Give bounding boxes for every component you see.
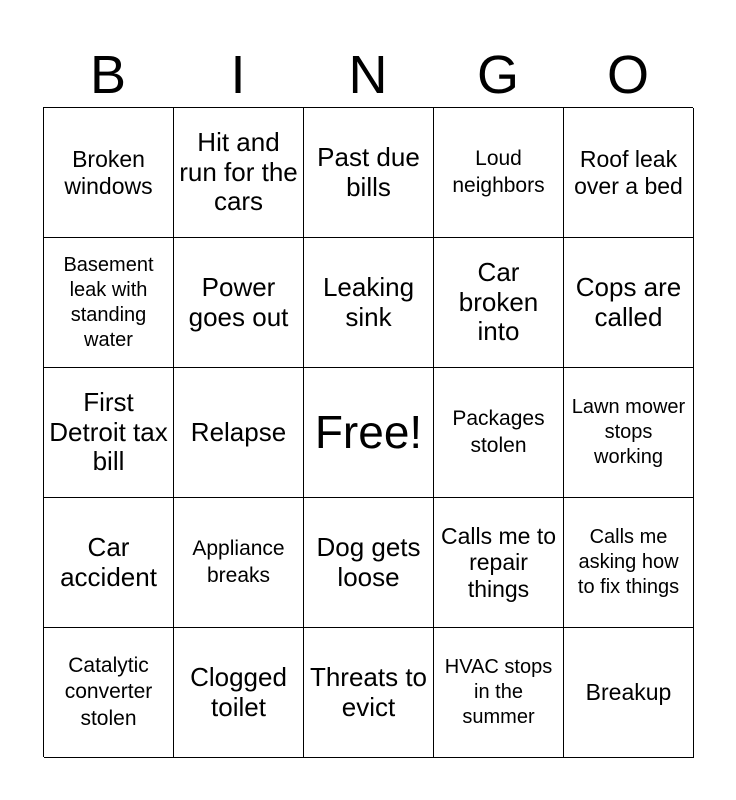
header-letter-i: I [230,45,246,105]
bingo-cell [304,238,434,368]
cell-text: Roof leak over a bed [574,146,683,199]
cell-text: Clogged toilet [190,661,287,722]
bingo-cell [174,108,304,238]
cell-text: Calls me asking how to fix things [577,526,680,598]
bingo-cell [44,498,174,628]
bingo-cell [44,628,174,758]
bingo-cell [44,238,174,368]
bingo-cell [434,498,564,628]
cell-text: Packages stolen [452,407,545,457]
header-letter-n: N [348,45,388,105]
cell-text: Dog gets loose [316,531,421,592]
cell-text: Calls me to repair things [440,522,557,602]
bingo-cell [174,498,304,628]
cell-text: Broken windows [64,146,153,199]
cell-text: Lawn mower stops working [571,396,686,468]
bingo-header [43,44,693,106]
cell-text: Threats to evict [309,661,428,722]
bingo-cell [304,108,434,238]
cell-text: Loud neighbors [452,147,545,197]
bingo-cell [434,238,564,368]
cell-text: Hit and run for the cars [179,126,298,217]
bingo-cell [434,368,564,498]
cell-text: Car broken into [458,256,539,347]
header-letter-o: O [606,45,649,105]
bingo-cell [304,628,434,758]
cell-text: Past due bills [317,141,420,202]
header-letter-g: G [476,45,519,105]
bingo-cell [564,108,694,238]
cell-text: Cops are called [575,271,682,332]
cell-text: HVAC stops in the summer [444,656,553,728]
bingo-cell [564,368,694,498]
cell-text: Appliance breaks [192,537,285,587]
cell-text: Breakup [585,679,672,706]
cell-text: Free! [314,406,423,459]
bingo-cell [304,498,434,628]
header-letter-b: B [89,45,127,105]
bingo-cell [434,628,564,758]
cell-text: Car accident [60,531,157,592]
cell-text: Leaking sink [322,271,415,332]
cell-text: Catalytic converter stolen [64,654,153,730]
bingo-cell [564,238,694,368]
bingo-cell [174,238,304,368]
bingo-board [43,107,693,757]
cell-text: First Detroit tax bill [49,386,168,477]
bingo-cell [44,368,174,498]
free-space [304,368,434,498]
bingo-cell [44,108,174,238]
bingo-cell [174,628,304,758]
cell-text: Power goes out [188,271,289,332]
cell-text: Basement leak with standing water [63,253,154,351]
bingo-cell [564,498,694,628]
bingo-cell [174,368,304,498]
bingo-cell [564,628,694,758]
cell-text: Relapse [190,416,287,447]
bingo-cell [434,108,564,238]
